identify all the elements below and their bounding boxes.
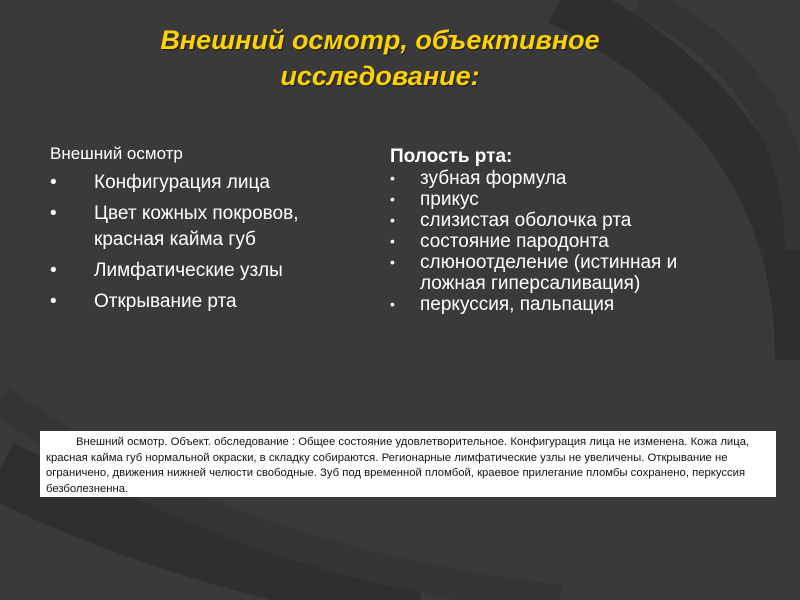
right-column [390,146,735,315]
bullet-icon: • [50,203,57,224]
note-box: Внешний осмотр. Объект. обследование : Общее состояние удовлетворительное. Конфигурация лица не изменена. Кожа лица, красная кайма губ нормальной окраски, в складку собираются. Регионарные лимфатические узлы не увеличены. Открывание не ограничено, движения нижней челюсти свободные. Зуб под временной пломбой, краевое прилегание пломбы сохранено, перкуссия безболезненна. [40,431,776,497]
list-item: • зубная формула [390,168,567,189]
list-item: • состояние пародонта [390,231,609,252]
bullet-icon: • [390,170,395,186]
list-item: • Открывание рта [50,289,370,315]
left-heading: Внешний осмотр [50,144,183,163]
right-heading: Полость рта: [390,146,513,167]
list-item: • Лимфатические узлы [50,258,370,284]
bullet-icon: • [390,212,395,228]
left-list [50,170,370,315]
right-list [390,168,735,315]
list-item: • Конфигурация лица [50,170,370,196]
slide-title: Внешний осмотр, объективное исследование: [160,25,600,91]
list-item: • слизистая оболочка рта [390,210,632,231]
bullet-icon: • [390,191,395,207]
list-item: • Цвет кожных покровов, красная кайма губ [50,203,299,250]
bullet-icon: • [50,172,57,193]
list-item: • прикус [390,189,479,210]
list-item: • перкуссия, пальпация [390,294,615,315]
bullet-icon: • [50,291,57,312]
bullet-icon: • [50,260,57,281]
list-item: • слюноотделение (истинная и ложная гиперсаливация) [390,252,678,294]
bullet-icon: • [390,233,395,249]
bullet-icon: • [390,296,395,312]
left-column [50,144,370,320]
bullet-icon: • [390,254,395,270]
